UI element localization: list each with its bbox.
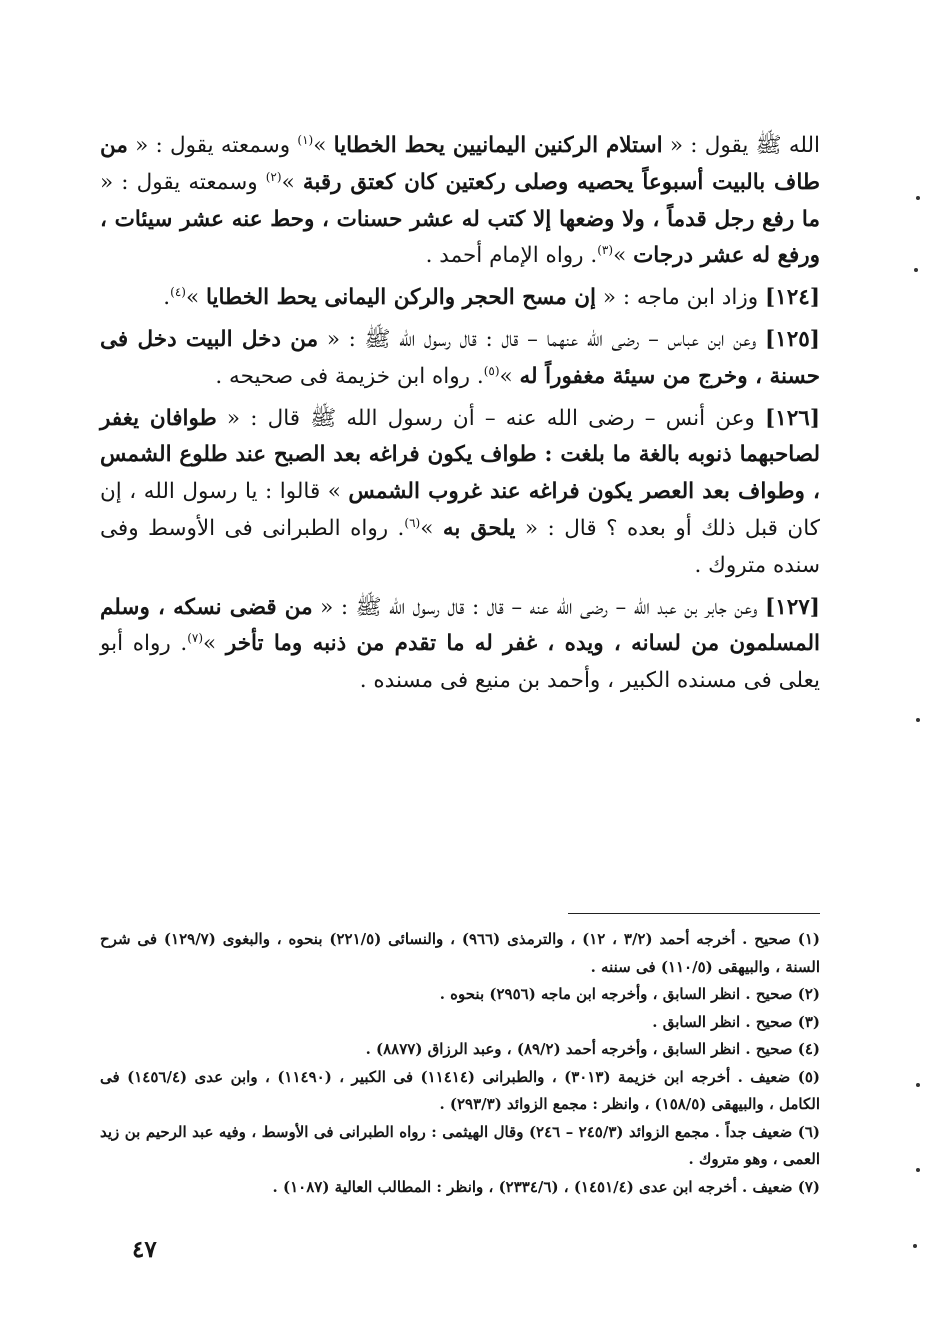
footnote-ref: (٧) — [187, 631, 204, 646]
body-text: وسمعته يقول : « — [127, 133, 298, 158]
scan-speck — [913, 1244, 917, 1248]
body-text: الله ﷺ يقول : « — [662, 133, 820, 158]
paragraph — [100, 128, 820, 275]
footnote-ref: (٥) — [483, 363, 500, 378]
paragraph — [100, 322, 820, 396]
body-text: » — [313, 133, 334, 158]
footnote: (٦) ضعيف جداً . مجمع الزوائد (٢٤٥/٣ – ٢٤٦) وقال الهيثمى : رواه الطبرانى فى الأوسط ، وفيه عبد الرحيم بن زيد العمى ، وهو متروك . — [100, 1122, 820, 1168]
body-text: . رواه أبو يعلى فى مسنده الكبير ، وأحمد بن منيع فى مسنده . — [100, 631, 820, 694]
footnote-ref: (٤) — [170, 285, 186, 300]
footnote-ref: (١) — [297, 132, 314, 147]
quote-text: استلام الركنين اليمانيين يحط الخطايا — [333, 133, 663, 158]
footnote-ref: (٣) — [597, 243, 614, 258]
body-text: . رواه الإمام أحمد . — [425, 243, 598, 269]
quote-text: [١٢٦] — [764, 405, 821, 431]
body-text: وعن ابن عباس – رضى الله عنهما – قال : قال رسول الله ﷺ : « — [318, 326, 765, 352]
main-text — [100, 128, 820, 705]
footnote: (٤) صحيح . انظر السابق ، وأخرجه أحمد (٨٩/٢) ، وعبد الرزاق (٨٨٧٧) . — [365, 1040, 820, 1058]
body-text: وسمعته يقول : « — [100, 169, 266, 195]
paragraph — [100, 280, 820, 317]
body-text: . رواه ابن خزيمة فى صحيحه . — [215, 363, 484, 389]
body-text: » — [281, 169, 303, 195]
body-text: . رواه الطبرانى فى الأوسط وفى سنده متروك . — [100, 515, 820, 578]
footnote: (٧) ضعيف . أخرجه ابن عدى (١٤٥١/٤) ، (٢٣٣٤/٦) ، وانظر : المطالب العالية (١٠٨٧) . — [272, 1177, 820, 1196]
quote-text: [١٢٤] — [764, 285, 820, 311]
body-text: » — [185, 285, 206, 311]
paragraph — [100, 590, 820, 700]
body-text: . — [163, 285, 171, 311]
body-text: وعن جابر بن عبد الله – رضى الله عنه – قال : قال رسول الله ﷺ : « — [312, 594, 765, 620]
footnote-ref: (٢) — [265, 169, 282, 184]
body-text: » قالوا : يا رسول الله ، إن كان قبل ذلك أو بعده ؟ قال : « — [100, 479, 820, 541]
quote-text: [١٢٧] — [764, 594, 820, 620]
body-text: وزاد ابن ماجه : « — [596, 285, 765, 311]
body-text: » — [420, 515, 443, 541]
page-number: ٤٧ — [132, 1236, 157, 1263]
body-text: » — [613, 243, 634, 269]
footnote: (٥) ضعيف . أخرجه ابن خزيمة (٣٠١٣) ، والطبرانى (١١٤١٤) فى الكبير ، (١١٤٩٠) ، وابن عدى (١٤٥٦/٤) فى الكامل ، والبيهقى (١٥٨/٥) ، وانظر : مجمع الزوائد (٢٩٣/٣) . — [100, 1067, 821, 1113]
body-text: » — [499, 363, 520, 389]
paragraph — [100, 401, 820, 585]
footnote-ref: (٦) — [404, 515, 421, 530]
scan-speck — [916, 1083, 920, 1087]
scan-speck — [916, 196, 920, 200]
footnote-divider — [568, 913, 820, 914]
body-text: » — [203, 631, 226, 657]
footnote: (٢) صحيح . انظر السابق ، وأخرجه ابن ماجه (٢٩٥٦) بنحوه . — [439, 985, 820, 1003]
quote-text: من طاف بالبيت أسبوعاً يحصيه وصلى ركعتين كان كعتق رقبة — [100, 133, 820, 195]
quote-text: يلحق به — [442, 515, 516, 541]
quote-text: [١٢٥] — [764, 326, 820, 352]
footnote: (١) صحيح . أخرجه أحمد (٣/٢ ، ١٢) ، والترمذى (٩٦٦) ، والنسائى (٢٢١/٥) بنحوه ، والبغوى (١٢٩/٧) فى شرح السنة ، والبيهقى (١١٠/٥) فى سننه . — [100, 930, 821, 976]
scan-speck — [914, 268, 918, 272]
quote-text: ما رفع رجل قدماً ، ولا وضعها إلا كتب له عشر حسنات ، وحط عنه عشر سيئات ، ورفع له عشر درجات — [100, 206, 820, 269]
scan-speck — [916, 1168, 920, 1172]
scan-speck — [916, 718, 920, 722]
quote-text: طوافان يغفر لصاحبهما ذنوبه بالغة ما بلغت : طواف يكون فراغه بعد الصبح عند طلوع الشمس ، وطواف بعد العصر يكون فراغه عند غروب الشمس — [100, 405, 820, 505]
footnotes — [100, 926, 820, 1201]
footnote: (٣) صحيح . انظر السابق . — [652, 1012, 820, 1031]
quote-text: من دخل البيت دخل فى حسنة ، وخرج من سيئة مغفوراً له — [100, 326, 820, 389]
quote-text: من قضى نسكه ، وسلم المسلمون من لسانه ، ويده ، غفر له ما تقدم من ذنبه وما تأخر — [100, 594, 820, 657]
body-text: وعن أنس – رضى الله عنه – أن رسول الله ﷺ قال : « — [216, 405, 765, 431]
quote-text: إن مسح الحجر والركن اليمانى يحط الخطايا — [205, 285, 597, 311]
